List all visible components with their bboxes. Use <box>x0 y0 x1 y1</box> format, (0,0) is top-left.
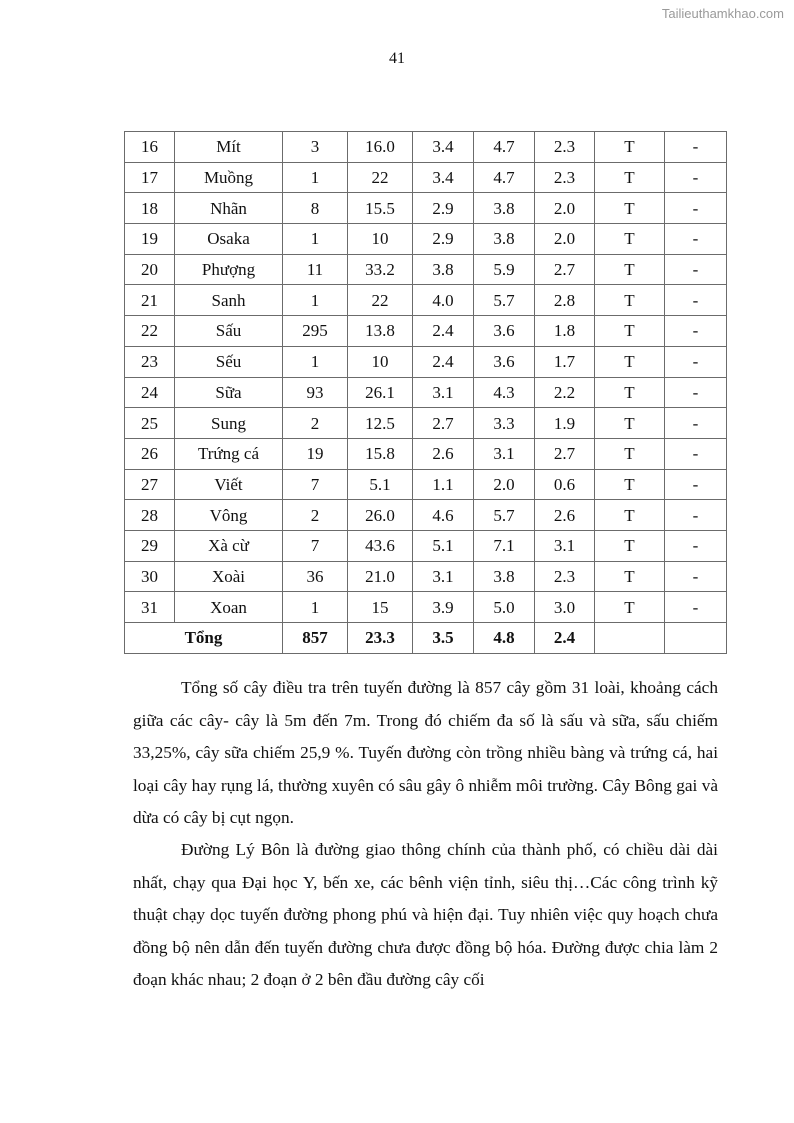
table-row <box>125 162 727 193</box>
table-cell: 8 <box>283 193 348 224</box>
table-cell: 7 <box>283 530 348 561</box>
table-cell: 2.2 <box>535 377 595 408</box>
table-cell: 36 <box>283 561 348 592</box>
table-cell: 0.6 <box>535 469 595 500</box>
table-cell: Vông <box>175 500 283 531</box>
table-cell: 2.7 <box>535 438 595 469</box>
table-row <box>125 469 727 500</box>
table-cell: 16 <box>125 132 175 163</box>
table-cell: - <box>665 561 727 592</box>
table-cell: 2.3 <box>535 561 595 592</box>
table-cell: Phượng <box>175 254 283 285</box>
table-cell: Sữa <box>175 377 283 408</box>
table-cell: 15 <box>348 592 413 623</box>
table-cell: 2.4 <box>413 346 474 377</box>
table-cell: 4.0 <box>413 285 474 316</box>
table-cell: 2.0 <box>535 193 595 224</box>
table-cell: Viết <box>175 469 283 500</box>
table-cell: 1 <box>283 592 348 623</box>
table-cell: T <box>595 500 665 531</box>
table-cell: - <box>665 530 727 561</box>
table-cell: 1 <box>283 224 348 255</box>
table-cell: 1.1 <box>413 469 474 500</box>
table-cell: 21.0 <box>348 561 413 592</box>
table-cell: 7.1 <box>474 530 535 561</box>
table-cell: - <box>665 346 727 377</box>
table-cell: T <box>595 530 665 561</box>
table-cell: 31 <box>125 592 175 623</box>
table-cell: - <box>665 285 727 316</box>
table-cell: Xoan <box>175 592 283 623</box>
table-cell: 25 <box>125 408 175 439</box>
table-cell: - <box>665 224 727 255</box>
table-cell: 2.9 <box>413 193 474 224</box>
table-cell: T <box>595 316 665 347</box>
table-cell: 2.9 <box>413 224 474 255</box>
table-cell: 15.5 <box>348 193 413 224</box>
table-cell: - <box>665 408 727 439</box>
table-cell: 3 <box>283 132 348 163</box>
table-body <box>125 132 727 654</box>
total-cell: 23.3 <box>348 623 413 654</box>
table-cell: 1.9 <box>535 408 595 439</box>
table-cell: - <box>665 469 727 500</box>
table-cell: 3.0 <box>535 592 595 623</box>
table-cell: T <box>595 224 665 255</box>
table-cell: 15.8 <box>348 438 413 469</box>
table-cell: 4.3 <box>474 377 535 408</box>
table-cell: 20 <box>125 254 175 285</box>
table-cell: 43.6 <box>348 530 413 561</box>
table-cell: 7 <box>283 469 348 500</box>
table-row <box>125 285 727 316</box>
table-cell: Sanh <box>175 285 283 316</box>
table-cell: Sung <box>175 408 283 439</box>
page-number: 41 <box>389 50 405 67</box>
table-row <box>125 500 727 531</box>
total-label: Tổng <box>125 623 283 654</box>
table-cell: T <box>595 162 665 193</box>
table-cell: T <box>595 285 665 316</box>
total-cell: 3.5 <box>413 623 474 654</box>
table-cell: 3.3 <box>474 408 535 439</box>
table-cell: - <box>665 592 727 623</box>
table-cell: 2.0 <box>535 224 595 255</box>
table-cell: 3.9 <box>413 592 474 623</box>
table-row <box>125 254 727 285</box>
table-cell: 23 <box>125 346 175 377</box>
table-cell: Muồng <box>175 162 283 193</box>
table-row <box>125 530 727 561</box>
table-cell: 27 <box>125 469 175 500</box>
table-row <box>125 316 727 347</box>
table-cell: T <box>595 254 665 285</box>
table-cell: 21 <box>125 285 175 316</box>
table-cell: 11 <box>283 254 348 285</box>
table-cell: Trứng cá <box>175 438 283 469</box>
table-cell: T <box>595 346 665 377</box>
table-cell: 19 <box>283 438 348 469</box>
table-cell: 1 <box>283 346 348 377</box>
table-cell: 29 <box>125 530 175 561</box>
table-cell: 2.4 <box>413 316 474 347</box>
watermark: Tailieuthamkhao.com <box>661 6 784 21</box>
table-cell: 5.9 <box>474 254 535 285</box>
table-cell: 26 <box>125 438 175 469</box>
table-cell: - <box>665 500 727 531</box>
table-cell: - <box>665 193 727 224</box>
table-row <box>125 193 727 224</box>
table-cell: 2.8 <box>535 285 595 316</box>
paragraph-summary: Tổng số cây điều tra trên tuyến đường là 857 cây gồm 31 loài, khoảng cách giữa các cây- cây là 5m đến 7m. Trong đó chiếm đa số là sấu và sữa, sấu chiếm 33,25%, cây sữa chiếm 25,9 %. Tuyến đường còn trồng nhiều bàng và trứng cá, hai loại cây hay rụng lá, thường xuyên có sâu gây ô nhiễm môi trường. Cây Bông gai và dừa có cây bị cụt ngọn. <box>133 678 718 827</box>
table-cell: 2.3 <box>535 132 595 163</box>
table-cell: 1.7 <box>535 346 595 377</box>
table-cell: 3.8 <box>413 254 474 285</box>
table-cell: 10 <box>348 224 413 255</box>
table-cell: 13.8 <box>348 316 413 347</box>
table-cell: 5.1 <box>348 469 413 500</box>
table-cell: Nhãn <box>175 193 283 224</box>
table-cell: 2.0 <box>474 469 535 500</box>
table-cell: 33.2 <box>348 254 413 285</box>
table-row <box>125 408 727 439</box>
table-cell: Xà cừ <box>175 530 283 561</box>
table-cell: 19 <box>125 224 175 255</box>
table-cell: 4.7 <box>474 132 535 163</box>
table-cell: 28 <box>125 500 175 531</box>
table-cell: 5.7 <box>474 500 535 531</box>
table-row <box>125 346 727 377</box>
table-row <box>125 132 727 163</box>
table-cell: 22 <box>125 316 175 347</box>
table-cell: 3.8 <box>474 561 535 592</box>
table-cell: 16.0 <box>348 132 413 163</box>
table-cell: 2.3 <box>535 162 595 193</box>
table-cell: 1 <box>283 162 348 193</box>
table-row <box>125 561 727 592</box>
table-cell: 2.7 <box>535 254 595 285</box>
tree-survey-table <box>124 131 727 654</box>
table-cell: 10 <box>348 346 413 377</box>
table-cell: 4.7 <box>474 162 535 193</box>
table-cell: Sấu <box>175 316 283 347</box>
table-cell: 3.8 <box>474 224 535 255</box>
table-row <box>125 224 727 255</box>
table-cell: T <box>595 561 665 592</box>
table-cell: Mít <box>175 132 283 163</box>
total-cell: 857 <box>283 623 348 654</box>
table-cell: 22 <box>348 162 413 193</box>
total-cell: 2.4 <box>535 623 595 654</box>
table-cell: 2.6 <box>413 438 474 469</box>
table-cell: 5.0 <box>474 592 535 623</box>
table-cell: T <box>595 377 665 408</box>
table-cell: 2.6 <box>535 500 595 531</box>
table-cell: 30 <box>125 561 175 592</box>
total-cell: 4.8 <box>474 623 535 654</box>
table-cell: Osaka <box>175 224 283 255</box>
table-cell: 5.7 <box>474 285 535 316</box>
table-cell: - <box>665 377 727 408</box>
table-cell: 3.4 <box>413 162 474 193</box>
table-cell: 26.1 <box>348 377 413 408</box>
table-cell: 22 <box>348 285 413 316</box>
table-cell: - <box>665 132 727 163</box>
table-cell: 3.6 <box>474 346 535 377</box>
table-cell: 3.1 <box>413 561 474 592</box>
table-cell: 3.6 <box>474 316 535 347</box>
table-cell: 3.8 <box>474 193 535 224</box>
table-cell: T <box>595 438 665 469</box>
table-cell: 4.6 <box>413 500 474 531</box>
table-cell: T <box>595 132 665 163</box>
table-cell: - <box>665 316 727 347</box>
table-cell: T <box>595 469 665 500</box>
table-cell: T <box>595 193 665 224</box>
table-cell: 2 <box>283 500 348 531</box>
table-cell: 295 <box>283 316 348 347</box>
table-cell: T <box>595 408 665 439</box>
table-cell: 3.1 <box>413 377 474 408</box>
table-cell: T <box>595 592 665 623</box>
table-row-total <box>125 623 727 654</box>
table-row <box>125 592 727 623</box>
table-cell: Sếu <box>175 346 283 377</box>
table-row <box>125 438 727 469</box>
table-cell: 24 <box>125 377 175 408</box>
table-cell: 3.4 <box>413 132 474 163</box>
table-cell: - <box>665 438 727 469</box>
table-cell: 5.1 <box>413 530 474 561</box>
paragraph-ly-bon-street: Đường Lý Bôn là đường giao thông chính của thành phố, có chiều dài dài nhất, chạy qua Đại học Y, bến xe, các bênh viện tỉnh, siêu thị…Các công trình kỹ thuật chạy dọc tuyến đường phong phú và hiện đại. Tuy nhiên việc quy hoạch chưa đồng bộ nên dẫn đến tuyến đường chưa được đồng bộ hóa. Đường được chia làm 2 đoạn khác nhau; 2 đoạn ở 2 bên đầu đường cây cối <box>133 840 718 989</box>
table-cell: 1 <box>283 285 348 316</box>
table-cell: - <box>665 162 727 193</box>
table-cell: 18 <box>125 193 175 224</box>
table-row <box>125 377 727 408</box>
table-cell: 93 <box>283 377 348 408</box>
table-cell: - <box>665 254 727 285</box>
table-cell: 26.0 <box>348 500 413 531</box>
table-cell: 2.7 <box>413 408 474 439</box>
table-cell: 12.5 <box>348 408 413 439</box>
table-cell: 17 <box>125 162 175 193</box>
table-cell: 3.1 <box>535 530 595 561</box>
table-cell: 2 <box>283 408 348 439</box>
table-cell: Xoài <box>175 561 283 592</box>
total-cell <box>665 623 727 654</box>
table-cell: 3.1 <box>474 438 535 469</box>
total-cell <box>595 623 665 654</box>
table-cell: 1.8 <box>535 316 595 347</box>
